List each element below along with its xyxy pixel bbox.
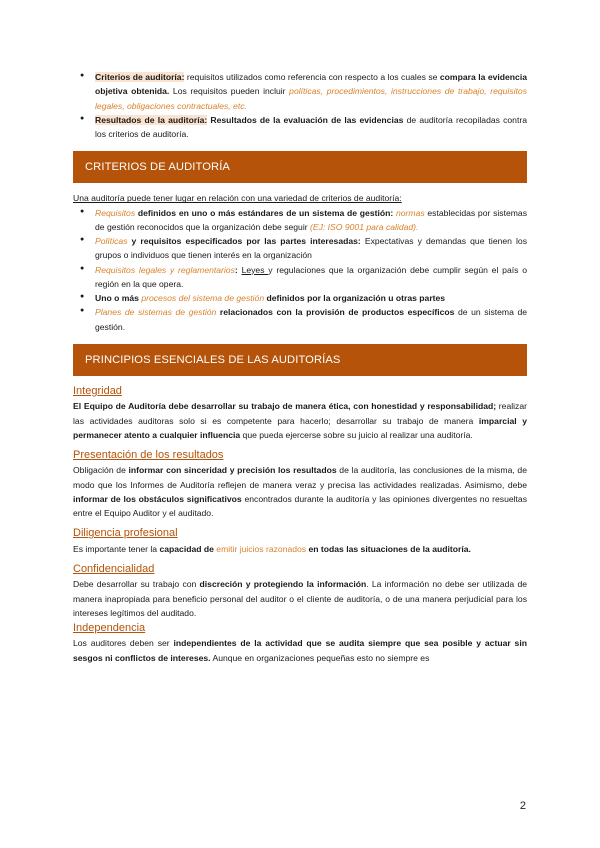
heading-presentacion: Presentación de los resultados: [73, 449, 224, 462]
heading-diligencia: Diligencia profesional: [73, 527, 178, 540]
list-item: ● Políticas y requisitos especificados por las partes interesadas: Expectativas y demandas que tienen los grupos o individuos que tienen interés en la organización: [73, 234, 527, 263]
section-intro: Una auditoría puede tener lugar en relación con una variedad de criterios de auditoría:: [73, 193, 402, 204]
paragraph-confidencialidad: Debe desarrollar su trabajo con discreción y protegiendo la información. La información no debe ser utilizada de manera inapropiada para beneficio personal del auditor o el cliente de auditoría, o de una manera perjudicial para los intereses legítimos del auditado.: [73, 579, 527, 618]
list-item: ● Requisitos legales y reglamentarios: Leyes y regulaciones que la organización debe cumplir según el país o región en la que opera.: [73, 263, 527, 292]
list-item: ● Requisitos definidos en uno o más estándares de un sistema de gestión: normas establecidas por sistemas de gestión reconocidos que la organización debe seguir (EJ: ISO 9001 para calidad).: [73, 206, 527, 235]
term-highlight: Criterios de auditoría:: [95, 72, 185, 82]
section-banner-principios: PRINCIPIOS ESENCIALES DE LAS AUDITORÍAS: [73, 344, 527, 376]
term-highlight: Resultados de la auditoría:: [95, 114, 208, 125]
criteria-list: [73, 206, 527, 334]
page-content: [73, 70, 527, 665]
page-number: 2: [519, 800, 526, 812]
list-item: ● Resultados de la auditoría: Resultados de la evaluación de las evidencias de auditoría recopiladas contra los criterios de auditoría.: [73, 113, 527, 142]
paragraph-diligencia: Es importante tener la capacidad de emitir juicios razonados en todas las situaciones de la auditoría.: [73, 543, 471, 554]
definitions-list: [73, 70, 527, 141]
paragraph-integridad: El Equipo de Auditoría debe desarrollar su trabajo de manera ética, con honestidad y responsabilidad; realizar las actividades auditoras solo si es competente para hacerlo; desarrollar su trabajo de manera imparcial y permanecer atento a cualquier influencia que pueda ejercerse sobre su juicio al realizar una auditoría.: [73, 401, 528, 440]
list-item: ● Planes de sistemas de gestión relacionados con la provisión de productos específicos de un sistema de gestión.: [73, 305, 527, 334]
heading-integridad: Integridad: [73, 384, 122, 397]
list-item: ● Criterios de auditoría: requisitos utilizados como referencia con respecto a los cuales se compara la evidencia objetiva obtenida. Los requisitos pueden incluir políticas, procedimientos, instrucciones de trabajo, requisitos legales, obligaciones contractuales, etc.: [73, 70, 527, 113]
paragraph-presentacion: Obligación de informar con sinceridad y precisión los resultados de la auditoría, las conclusiones de la misma, de modo que los Informes de Auditoría reflejen de manera veraz y precisa las actividades realizadas. Asimismo, debe informar de los obstáculos significativos encontrados durante la auditoría y las opiniones divergentes no resueltas entre el Equipo Auditor y el auditado.: [73, 465, 527, 519]
heading-independencia: Independencia: [73, 622, 146, 635]
heading-confidencialidad: Confidencialidad: [73, 563, 155, 575]
section-banner-criterios: CRITERIOS DE AUDITORÍA: [73, 151, 527, 183]
paragraph-independencia: Los auditores deben ser independientes de la actividad que se audita siempre que sea posible y actuar sin sesgos ni conflictos de intereses. Aunque en organizaciones pequeñas esto no siempre es: [73, 638, 527, 663]
list-item: ● Uno o más procesos del sistema de gestión definidos por la organización u otras partes: [73, 291, 527, 305]
